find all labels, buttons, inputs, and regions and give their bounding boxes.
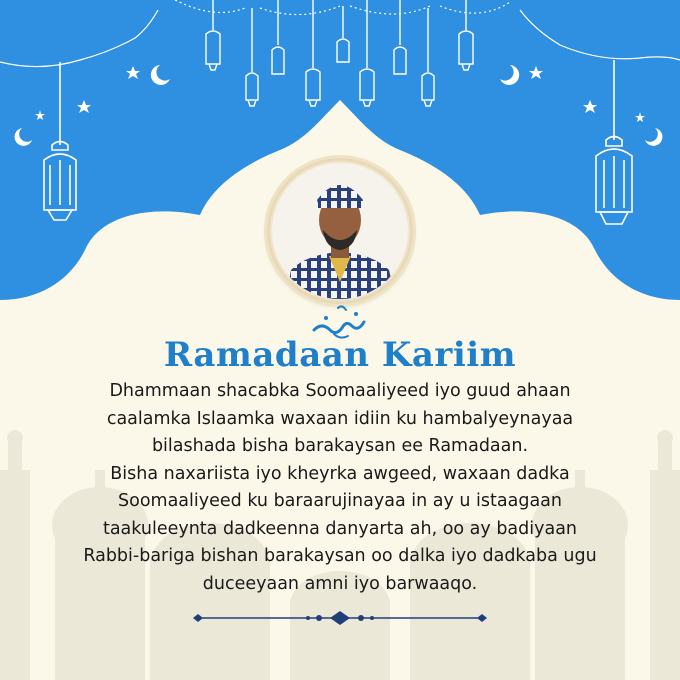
message-line: Rabbi-bariga bishan barakaysan oo dalka iyo dadkaba ugu — [83, 546, 597, 566]
message-line: Dhammaan shacabka Soomaaliyeed iyo guud ahaan — [109, 381, 571, 401]
portrait-photo — [267, 158, 413, 304]
message-line: bilashada bisha barakaysan ee Ramadaan. — [151, 436, 529, 456]
greeting-message — [40, 378, 640, 598]
portrait-illustration — [267, 158, 413, 304]
message-line: Bisha naxariista iyo kheyrka awgeed, waxaan dadka — [110, 463, 570, 484]
message-line: Soomaaliyeed ku baraarujinayaa in ay u istaagaan — [118, 491, 562, 511]
card-title: Ramadaan Kariim — [163, 335, 517, 375]
message-line: taakuleeynta dadkeenna danyarta ah, oo ay badiyaan — [102, 518, 578, 539]
message-line: duceeyaan amni iyo barwaaqo. — [202, 573, 478, 594]
ornament-divider-icon — [193, 610, 487, 626]
message-line: caalamka Islaamka waxaan idiin ku hambalyeynayaa — [106, 408, 574, 429]
